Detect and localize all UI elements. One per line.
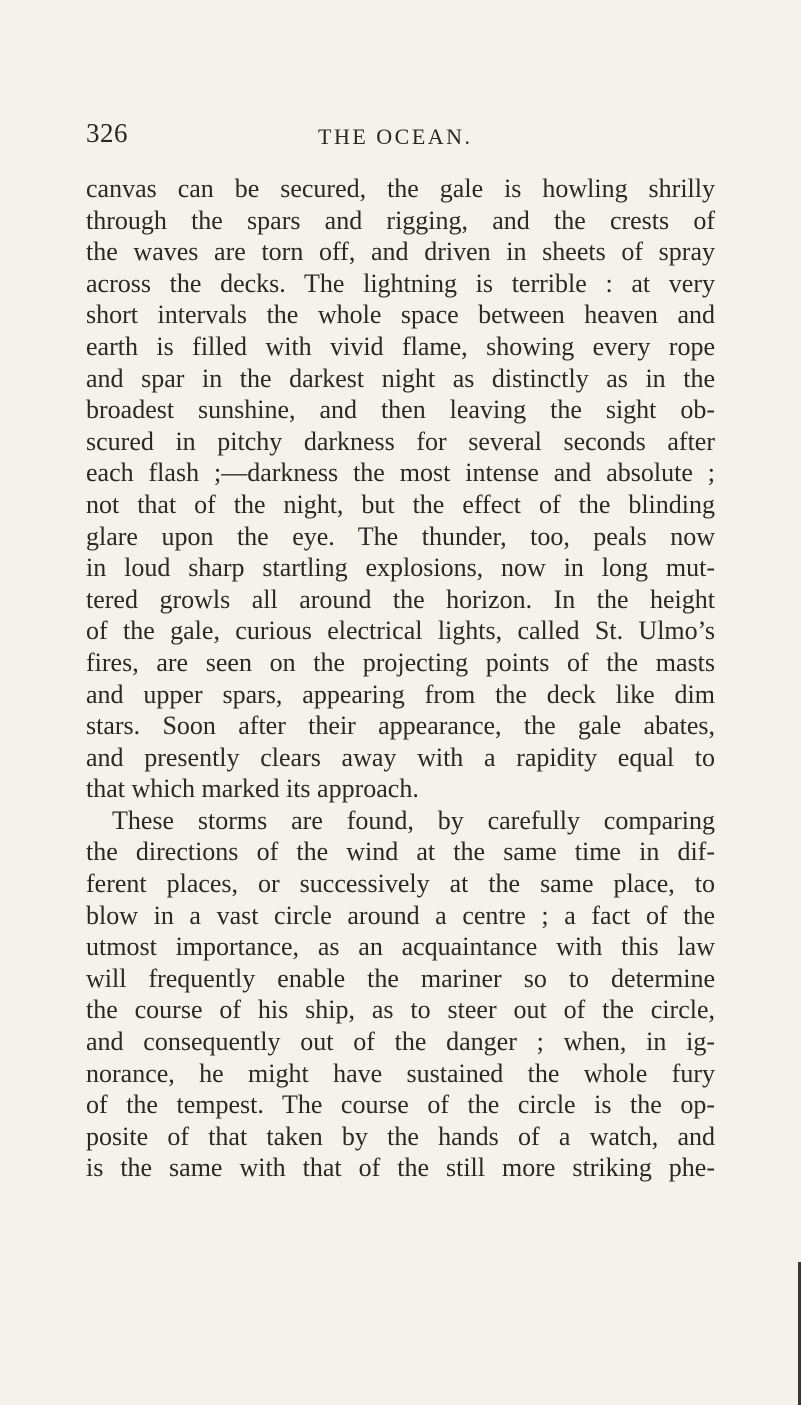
text-line: will frequently enable the mariner so to determine [86, 963, 715, 993]
text-line: and consequently out of the danger ; when, in ig- [86, 1027, 715, 1057]
text-line: tered growls all around the horizon. In the height [86, 584, 715, 614]
text-line: and spar in the darkest night as distinctly as in the [86, 363, 715, 393]
running-title: THE OCEAN. [318, 124, 473, 149]
text-line: earth is filled with vivid flame, showing every rope [86, 331, 715, 361]
page-number: 326 [86, 118, 128, 148]
text-line: These storms are found, by carefully comparing [112, 805, 715, 835]
text-line: of the tempest. The course of the circle is the op- [86, 1090, 715, 1120]
text-line: the directions of the wind at the same time in dif- [86, 837, 715, 867]
text-line: and presently clears away with a rapidity equal to [86, 742, 715, 772]
text-line: of the gale, curious electrical lights, called St. Ulmo’s [86, 616, 715, 646]
text-line: broadest sunshine, and then leaving the sight ob- [86, 395, 715, 425]
text-line: blow in a vast circle around a centre ; a fact of the [86, 900, 715, 930]
text-line: canvas can be secured, the gale is howling shrilly [86, 174, 715, 203]
running-head [86, 118, 716, 158]
text-line: through the spars and rigging, and the crests of [86, 205, 715, 235]
text-line: and upper spars, appearing from the deck like dim [86, 679, 715, 709]
text-line: fires, are seen on the projecting points of the masts [86, 647, 715, 677]
text-line: not that of the night, but the effect of the blinding [86, 489, 715, 519]
text-line: short intervals the whole space between heaven and [86, 300, 715, 330]
text-line: is the same with that of the still more striking phe- [86, 1153, 715, 1183]
text-line: each flash ;—darkness the most intense and absolute ; [86, 458, 715, 488]
text-line: posite of that taken by the hands of a watch, and [86, 1121, 715, 1151]
text-line: that which marked its approach. [86, 774, 419, 804]
body-text [86, 173, 715, 1184]
text-line: the waves are torn off, and driven in sheets of spray [86, 237, 715, 267]
text-line: ferent places, or successively at the same place, to [86, 869, 715, 899]
text-line: scured in pitchy darkness for several seconds after [86, 426, 715, 456]
text-line: the course of his ship, as to steer out of the circle, [86, 995, 715, 1025]
text-line: in loud sharp startling explosions, now in long mut- [86, 553, 715, 583]
text-line: glare upon the eye. The thunder, too, peals now [86, 521, 715, 551]
text-line: across the decks. The lightning is terrible : at very [86, 268, 715, 298]
text-line: utmost importance, as an acquaintance with this law [86, 932, 715, 962]
text-line: stars. Soon after their appearance, the gale abates, [86, 711, 715, 741]
text-line: norance, he might have sustained the whole fury [86, 1058, 715, 1088]
